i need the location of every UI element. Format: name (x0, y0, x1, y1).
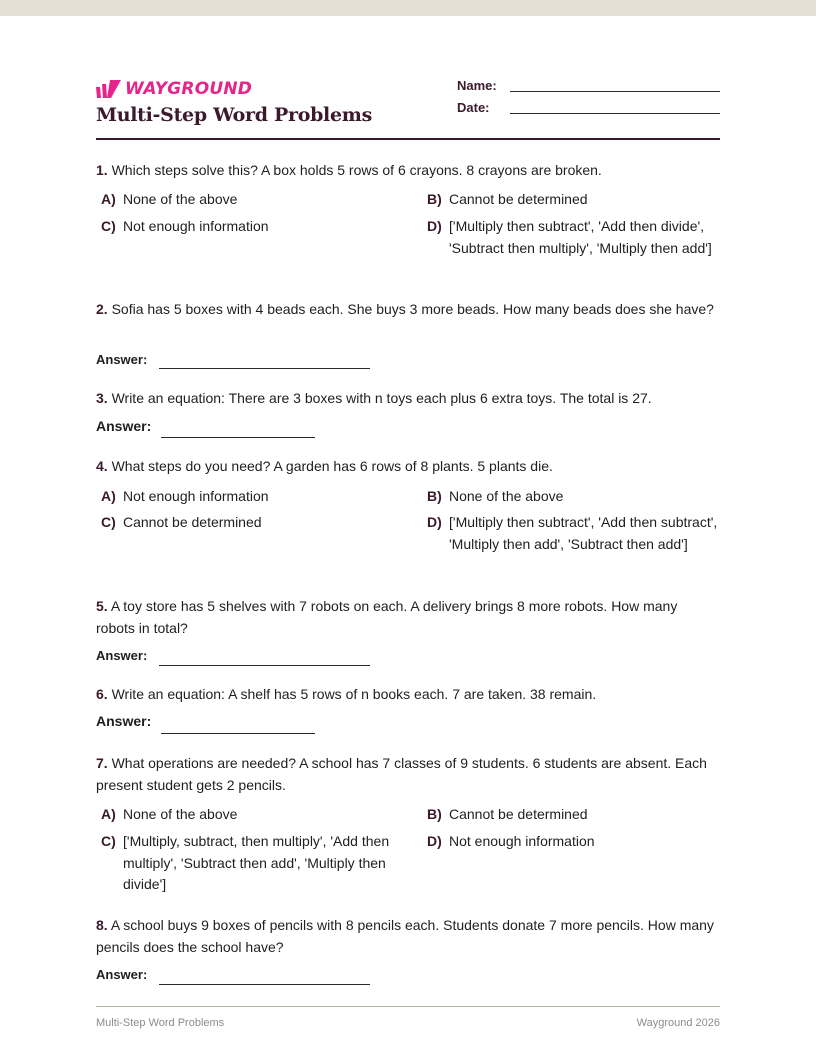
footer-title: Multi-Step Word Problems (96, 1017, 225, 1029)
question-text: Sofia has 5 boxes with 4 beads each. She buys 3 more beads. How many beads does she have? (111, 301, 714, 317)
answer-field[interactable] (159, 665, 370, 666)
option-letter: C) (101, 833, 116, 849)
option-text: Cannot be determined (449, 806, 588, 822)
answer-field[interactable] (161, 733, 315, 734)
question-text: Which steps solve this? A box holds 5 rows of 6 crayons. 8 crayons are broken. (111, 162, 602, 178)
option-text: Cannot be determined (123, 514, 262, 530)
question-number: 7. (96, 755, 108, 771)
answer-field[interactable] (159, 368, 370, 369)
option-text: None of the above (449, 488, 564, 504)
wayground-logo-icon (96, 80, 122, 98)
option-letter: C) (101, 514, 116, 530)
option-d[interactable] (427, 831, 721, 853)
option-b[interactable] (427, 804, 721, 826)
question-text: A toy store has 5 shelves with 7 robots on each. A delivery brings 8 more robots. How many robots in total? (96, 598, 678, 636)
option-c[interactable] (101, 512, 395, 534)
brand-name: WAYGROUND (125, 79, 253, 99)
option-text: Not enough information (123, 488, 269, 504)
option-d[interactable] (427, 216, 727, 259)
date-row (457, 100, 720, 122)
option-letter: B) (427, 191, 442, 207)
question-number: 5. (96, 598, 108, 614)
page-footer (96, 1006, 720, 1030)
option-c[interactable] (101, 216, 395, 238)
question-3 (96, 387, 720, 409)
option-text: None of the above (123, 806, 238, 822)
option-letter: A) (101, 488, 116, 504)
answer-label: Answer: (96, 967, 148, 982)
name-row (457, 78, 720, 100)
option-text: Cannot be determined (449, 191, 588, 207)
option-a[interactable] (101, 486, 395, 508)
answer-field[interactable] (159, 984, 370, 985)
date-field[interactable] (510, 113, 720, 114)
option-text: ['Multiply then subtract', 'Add then divide', 'Subtract then multiply', 'Multiply then add'] (449, 218, 712, 256)
option-letter: A) (101, 806, 116, 822)
question-2 (96, 298, 720, 320)
question-number: 3. (96, 390, 108, 406)
question-text: Write an equation: A shelf has 5 rows of n books each. 7 are taken. 38 remain. (111, 686, 597, 702)
option-letter: A) (101, 191, 116, 207)
option-text: Not enough information (123, 218, 269, 234)
option-a[interactable] (101, 189, 395, 211)
option-text: ['Multiply, subtract, then multiply', 'Add then multiply', 'Subtract then add', 'Multiply then divide'] (123, 833, 390, 892)
date-label: Date: (457, 100, 490, 115)
option-d[interactable] (427, 512, 727, 555)
option-a[interactable] (101, 804, 395, 826)
option-letter: C) (101, 218, 116, 234)
question-number: 6. (96, 686, 108, 702)
option-letter: D) (427, 514, 442, 530)
question-7 (96, 752, 720, 796)
brand (96, 78, 252, 100)
question-text: What steps do you need? A garden has 6 rows of 8 plants. 5 plants die. (111, 458, 553, 474)
question-number: 2. (96, 301, 108, 317)
student-fields (457, 78, 720, 122)
option-text: ['Multiply then subtract', 'Add then subtract', 'Multiply then add', 'Subtract then add'] (449, 514, 718, 552)
top-band (0, 0, 816, 16)
option-c[interactable] (101, 831, 391, 896)
answer-field[interactable] (161, 437, 315, 438)
option-text: Not enough information (449, 833, 595, 849)
option-letter: B) (427, 806, 442, 822)
question-5 (96, 595, 720, 639)
answer-label: Answer: (96, 352, 148, 367)
question-number: 4. (96, 458, 108, 474)
answer-label: Answer: (96, 418, 152, 434)
question-4 (96, 455, 720, 477)
answer-label: Answer: (96, 713, 152, 729)
question-text: What operations are needed? A school has 7 classes of 9 students. 6 students are absent. Each present student gets 2 pencils. (96, 755, 707, 793)
question-6 (96, 683, 720, 705)
question-1 (96, 159, 720, 181)
option-b[interactable] (427, 189, 721, 211)
option-letter: B) (427, 488, 442, 504)
worksheet-header (96, 78, 720, 140)
worksheet-title: Multi-Step Word Problems (96, 104, 372, 126)
question-8 (96, 914, 720, 958)
question-text: A school buys 9 boxes of pencils with 8 pencils each. Students donate 7 more pencils. How many pencils does the school have? (96, 917, 714, 955)
option-letter: D) (427, 833, 442, 849)
option-b[interactable] (427, 486, 721, 508)
answer-label: Answer: (96, 648, 148, 663)
question-number: 8. (96, 917, 108, 933)
question-number: 1. (96, 162, 108, 178)
name-field[interactable] (510, 91, 720, 92)
question-text: Write an equation: There are 3 boxes with n toys each plus 6 extra toys. The total is 27. (111, 390, 652, 406)
name-label: Name: (457, 78, 497, 93)
option-text: None of the above (123, 191, 238, 207)
option-letter: D) (427, 218, 442, 234)
footer-credit: Wayground 2026 (636, 1017, 720, 1029)
